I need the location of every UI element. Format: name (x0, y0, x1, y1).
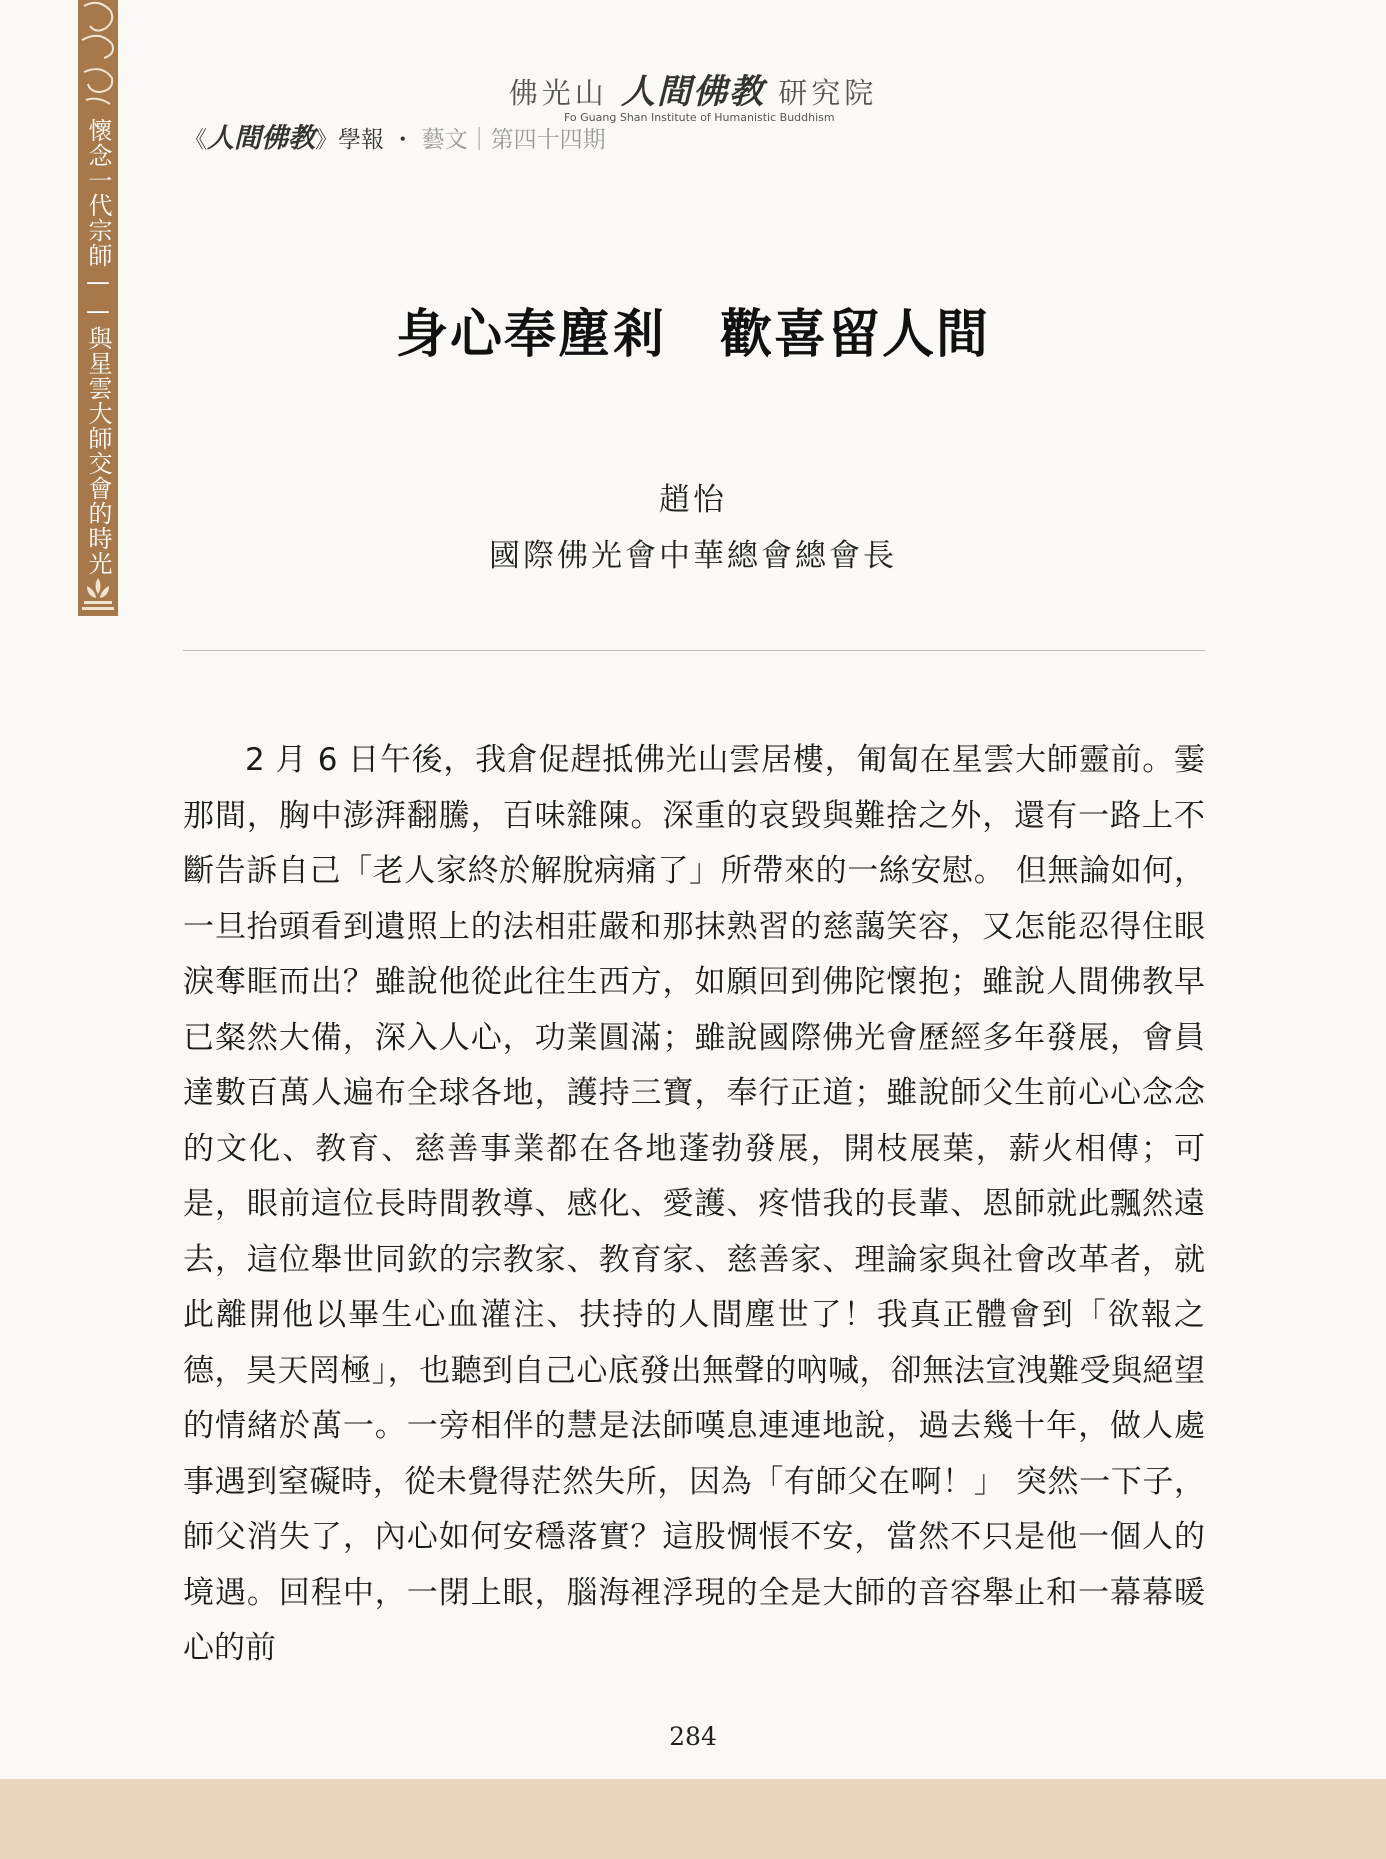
page-number: 284 (669, 1722, 717, 1751)
author-affiliation: 國際佛光會中華總會總會長 (489, 538, 897, 574)
side-tab-text: 懷念一代宗師——與星雲大師交會的時光 (84, 118, 112, 576)
article-body-paragraph: 2 月 6 日午後，我倉促趕抵佛光山雲居樓，匍匐在星雲大師靈前。霎那間，胸中澎湃翻騰，百味雜陳。深重的哀毀與難捨之外，還有一路上不斷告訴自己「老人家終於解脫病痛了」所帶來的一絲安慰。 但無論如何，一旦抬頭看到遺照上的法相莊嚴和那抹熟習的慈藹笑容，又怎能忍得住眼淚奪眶而出？雖說他從此往生西方，如願回到佛陀懷抱；雖說人間佛教早已粲然大備，深入人心，功業圓滿；雖說國際佛光會歷經多年發展，會員達數百萬人遍布全球各地，護持三寶，奉行正道；雖說師父生前心心念念的文化、教育、慈善事業都在各地蓬勃發展，開枝展葉，薪火相傳；可是，眼前這位長時間教導、感化、愛護、疼惜我的長輩、恩師就此飄然遠去，這位舉世同欽的宗教家、教育家、慈善家、理論家與社會改革者，就此離開他以畢生心血灌注、扶持的人間塵世了！我真正體會到「欲報之德，昊天罔極」，也聽到自己心底發出無聲的吶喊，卻無法宣洩難受與絕望的情緒於萬一。一旁相伴的慧是法師嘆息連連地說，過去幾十年，做人處事遇到窒礙時，從未覺得茫然失所，因為「有師父在啊！」 突然一下子，師父消失了，內心如何安穩落實？這股惆悵不安，當然不只是他一個人的境遇。回程中，一閉上眼，腦海裡浮現的全是大師的音容舉止和一幕幕暖心的前 (183, 742, 1205, 1666)
journal-logo: 人間佛教 (207, 123, 315, 154)
article-author: 趙怡 (659, 482, 727, 518)
journal-issue: 第四十四期 (490, 127, 606, 153)
title-divider (183, 650, 1205, 651)
institute-prefix: 佛光山 (508, 76, 608, 110)
institute-header (0, 64, 1386, 113)
journal-running-head (184, 116, 606, 155)
article-title: 身心奉塵剎 歡喜留人間 (395, 304, 990, 365)
institute-suffix: 研究院 (778, 76, 878, 110)
institute-logo: 人間佛教 (621, 72, 765, 112)
journal-section: 藝文 (421, 127, 468, 153)
journal-separator: ｜ (467, 127, 491, 153)
journal-bracket-open: 《 (184, 127, 207, 153)
footer-band (0, 1779, 1386, 1859)
journal-name: 》學報 ・ (315, 127, 422, 153)
lotus-ornament-icon (79, 574, 117, 614)
institute-english-name: Fo Guang Shan Institute of Humanistic Buddhism (564, 111, 835, 124)
